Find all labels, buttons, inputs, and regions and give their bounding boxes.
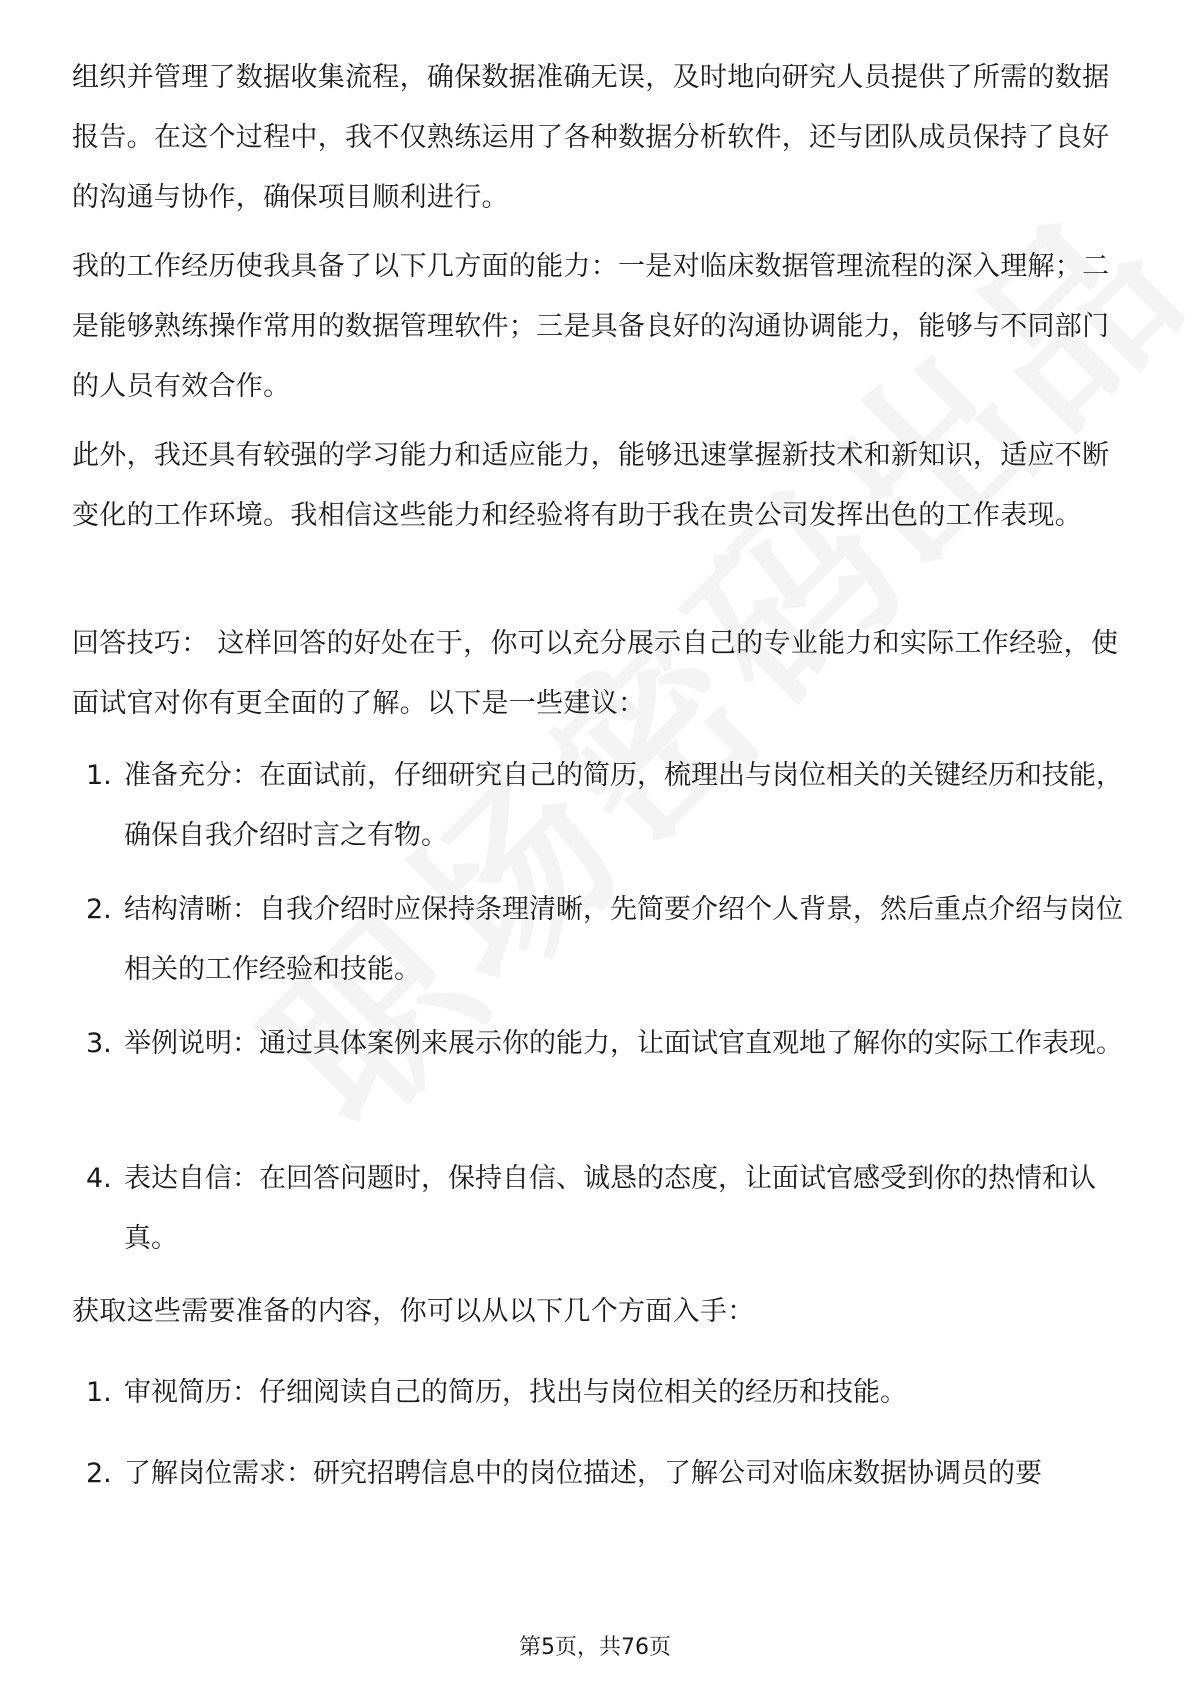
- paragraph-answer-tips: 回答技巧： 这样回答的好处在于，你可以充分展示自己的专业能力和实际工作经验，使面试官对你有更全面的了解。以下是一些建议：: [72, 628, 1119, 719]
- list-text: 举例说明：通过具体案例来展示你的能力，让面试官直观地了解你的实际工作表现。: [124, 1028, 1123, 1059]
- list-text: 表达自信：在回答问题时，保持自信、诚恳的态度，让面试官感受到你的热情和认真。: [124, 1163, 1096, 1254]
- list-item: [72, 1444, 1132, 1504]
- list-text: 了解岗位需求：研究招聘信息中的岗位描述，了解公司对临床数据协调员的要: [124, 1458, 1042, 1489]
- list-number: 3.: [86, 1028, 112, 1059]
- list-item: [72, 1149, 1132, 1269]
- list-text: 结构清晰：自我介绍时应保持条理清晰，先简要介绍个人背景，然后重点介绍与岗位相关的工作经验和技能。: [124, 894, 1123, 985]
- paragraph-abilities: 我的工作经历使我具备了以下几方面的能力：一是对临床数据管理流程的深入理解；二是能够熟练操作常用的数据管理软件；三是具备良好的沟通协调能力，能够与不同部门的人员有效合作。: [72, 251, 1110, 402]
- list-item: [72, 880, 1132, 1000]
- paragraph-prep-intro: 获取这些需要准备的内容，你可以从以下几个方面入手：: [72, 1296, 755, 1327]
- list-item: [72, 1014, 1132, 1074]
- list-item: [72, 746, 1132, 866]
- page-number: 第5页，共76页: [519, 1635, 671, 1660]
- list-item: [72, 1363, 1132, 1423]
- list-text: 准备充分：在面试前，仔细研究自己的简历，梳理出与岗位相关的关键经历和技能，确保自我介绍时言之有物。: [124, 760, 1123, 851]
- list-number: 1.: [86, 1377, 112, 1408]
- paragraph-data-collection: 组织并管理了数据收集流程，确保数据准确无误，及时地向研究人员提供了所需的数据报告。在这个过程中，我不仅熟练运用了各种数据分析软件，还与团队成员保持了良好的沟通与协作，确保项目顺利进行。: [72, 62, 1110, 213]
- paragraph-learning: 此外，我还具有较强的学习能力和适应能力，能够迅速掌握新技术和新知识，适应不断变化的工作环境。我相信这些能力和经验将有助于我在贵公司发挥出色的工作表现。: [72, 440, 1110, 531]
- list-text: 审视简历：仔细阅读自己的简历，找出与岗位相关的经历和技能。: [124, 1377, 907, 1408]
- list-number: 4.: [86, 1163, 112, 1194]
- list-number: 1.: [86, 760, 112, 791]
- list-number: 2.: [86, 1458, 112, 1489]
- list-number: 2.: [86, 894, 112, 925]
